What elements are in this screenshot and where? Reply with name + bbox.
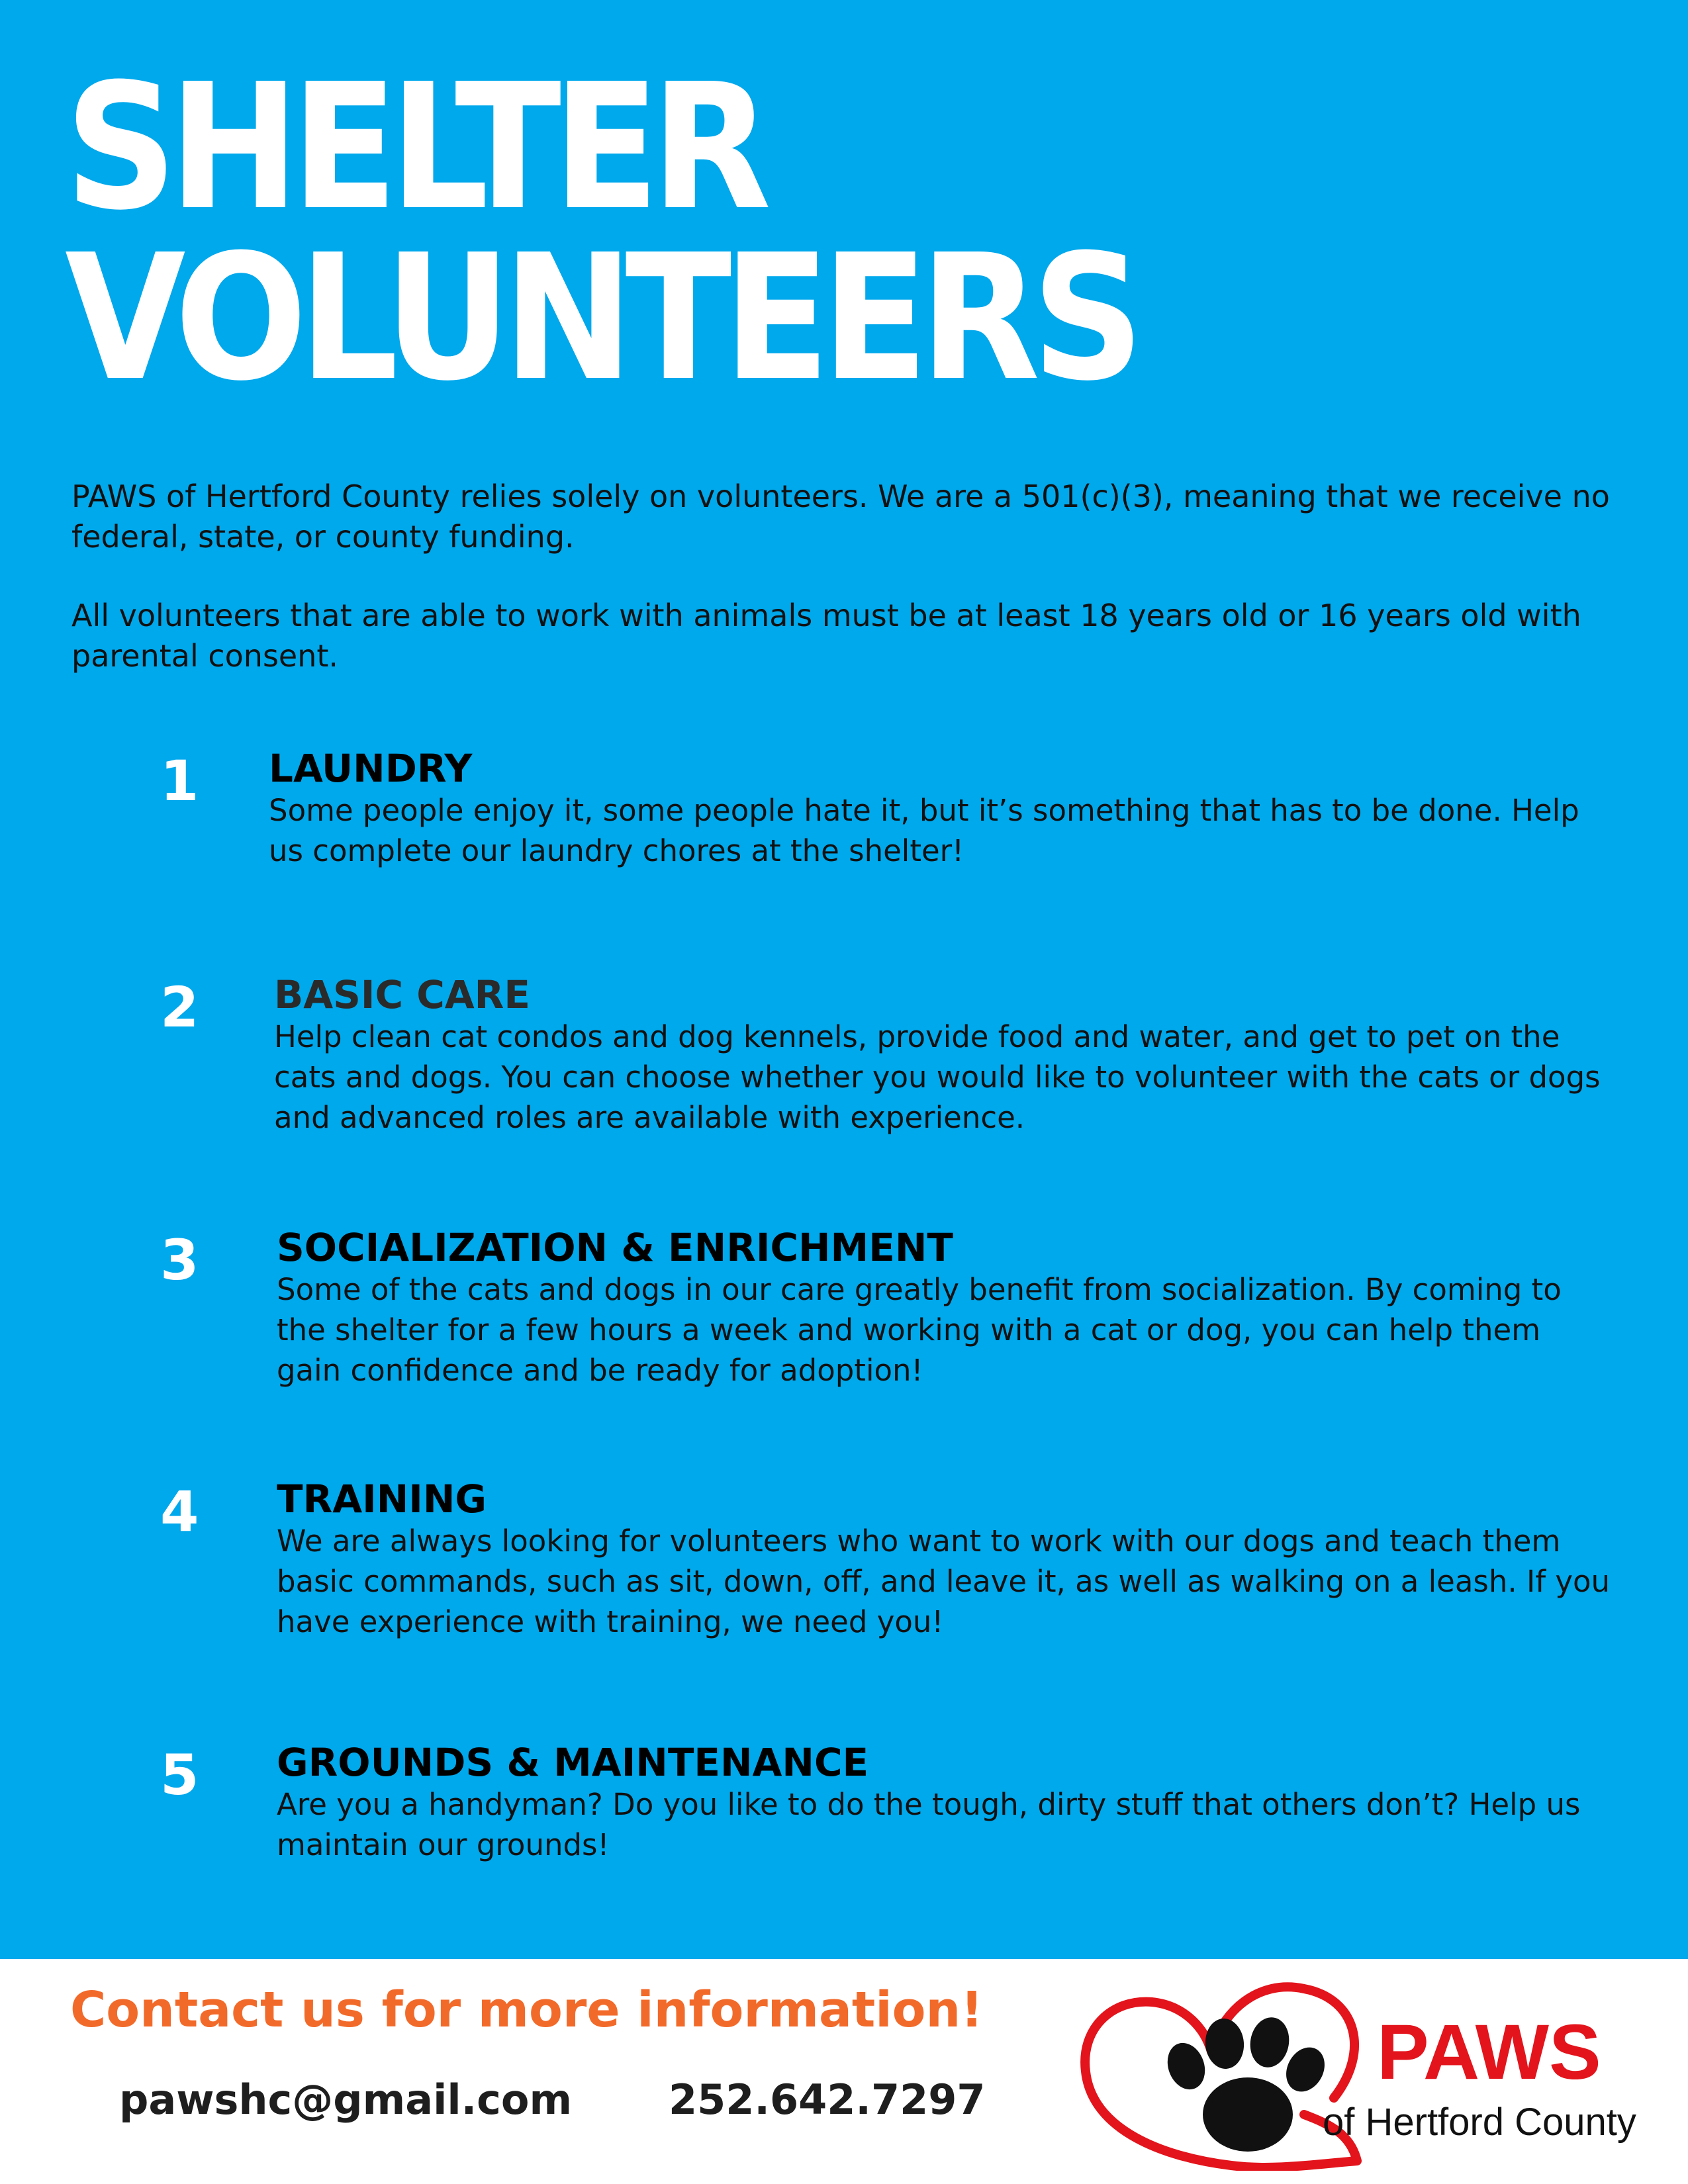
item-description: Help clean cat condos and dog kennels, provide food and water, and get to pet on the cats and dogs. You can choose whether you would like to volunteer with the cats or dogs and advanced roles are available with experience. xyxy=(274,1019,1601,1135)
item-title: TRAINING xyxy=(277,1477,487,1522)
item-description: We are always looking for volunteers who want to work with our dogs and teach them basic commands, such as sit, down, off, and leave it, as well as walking on a leash. If you have experience with training, we need you! xyxy=(277,1524,1611,1639)
paws-logo xyxy=(1072,1972,1655,2171)
intro-paragraph-1: PAWS of Hertford County relies solely on volunteers. We are a 501(c)(3), meaning that we receive no federal, state, or county funding. xyxy=(71,478,1610,555)
logo-name: PAWS xyxy=(1377,2009,1601,2096)
title-line-1: SHELTER xyxy=(65,46,763,248)
contact-phone[interactable]: 252.642.7297 xyxy=(669,2075,986,2124)
item-number: 2 xyxy=(160,975,199,1040)
intro-paragraph-2: All volunteers that are able to work with animals must be at least 18 years old or 16 years old with parental consent. xyxy=(71,598,1581,674)
logo-subtitle: of Hertford County xyxy=(1323,2101,1636,2144)
contact-heading: Contact us for more information! xyxy=(70,1981,983,2038)
item-title: BASIC CARE xyxy=(274,972,530,1017)
item-description: Some people enjoy it, some people hate it, but it’s something that has to be done. Help us complete our laundry chores at the shelter! xyxy=(269,793,1579,868)
item-number: 4 xyxy=(160,1479,199,1544)
item-number: 1 xyxy=(160,749,199,813)
contact-email[interactable]: pawshc@gmail.com xyxy=(119,2075,573,2124)
item-number: 5 xyxy=(160,1743,199,1807)
item-description: Are you a handyman? Do you like to do the tough, dirty stuff that others don’t? Help us maintain our grounds! xyxy=(277,1787,1581,1862)
title-line-2: VOLUNTEERS xyxy=(65,217,1136,419)
item-title: SOCIALIZATION & ENRICHMENT xyxy=(277,1225,953,1270)
item-title: GROUNDS & MAINTENANCE xyxy=(277,1740,869,1785)
item-title: LAUNDRY xyxy=(269,746,473,791)
item-description: Some of the cats and dogs in our care greatly benefit from socialization. By coming to the shelter for a few hours a week and working with a cat or dog, you can help them gain confidence and be ready for adoption! xyxy=(277,1272,1562,1388)
contact-footer xyxy=(0,1959,1688,2184)
item-number: 3 xyxy=(160,1228,199,1293)
paw-print xyxy=(1161,2015,1332,2152)
